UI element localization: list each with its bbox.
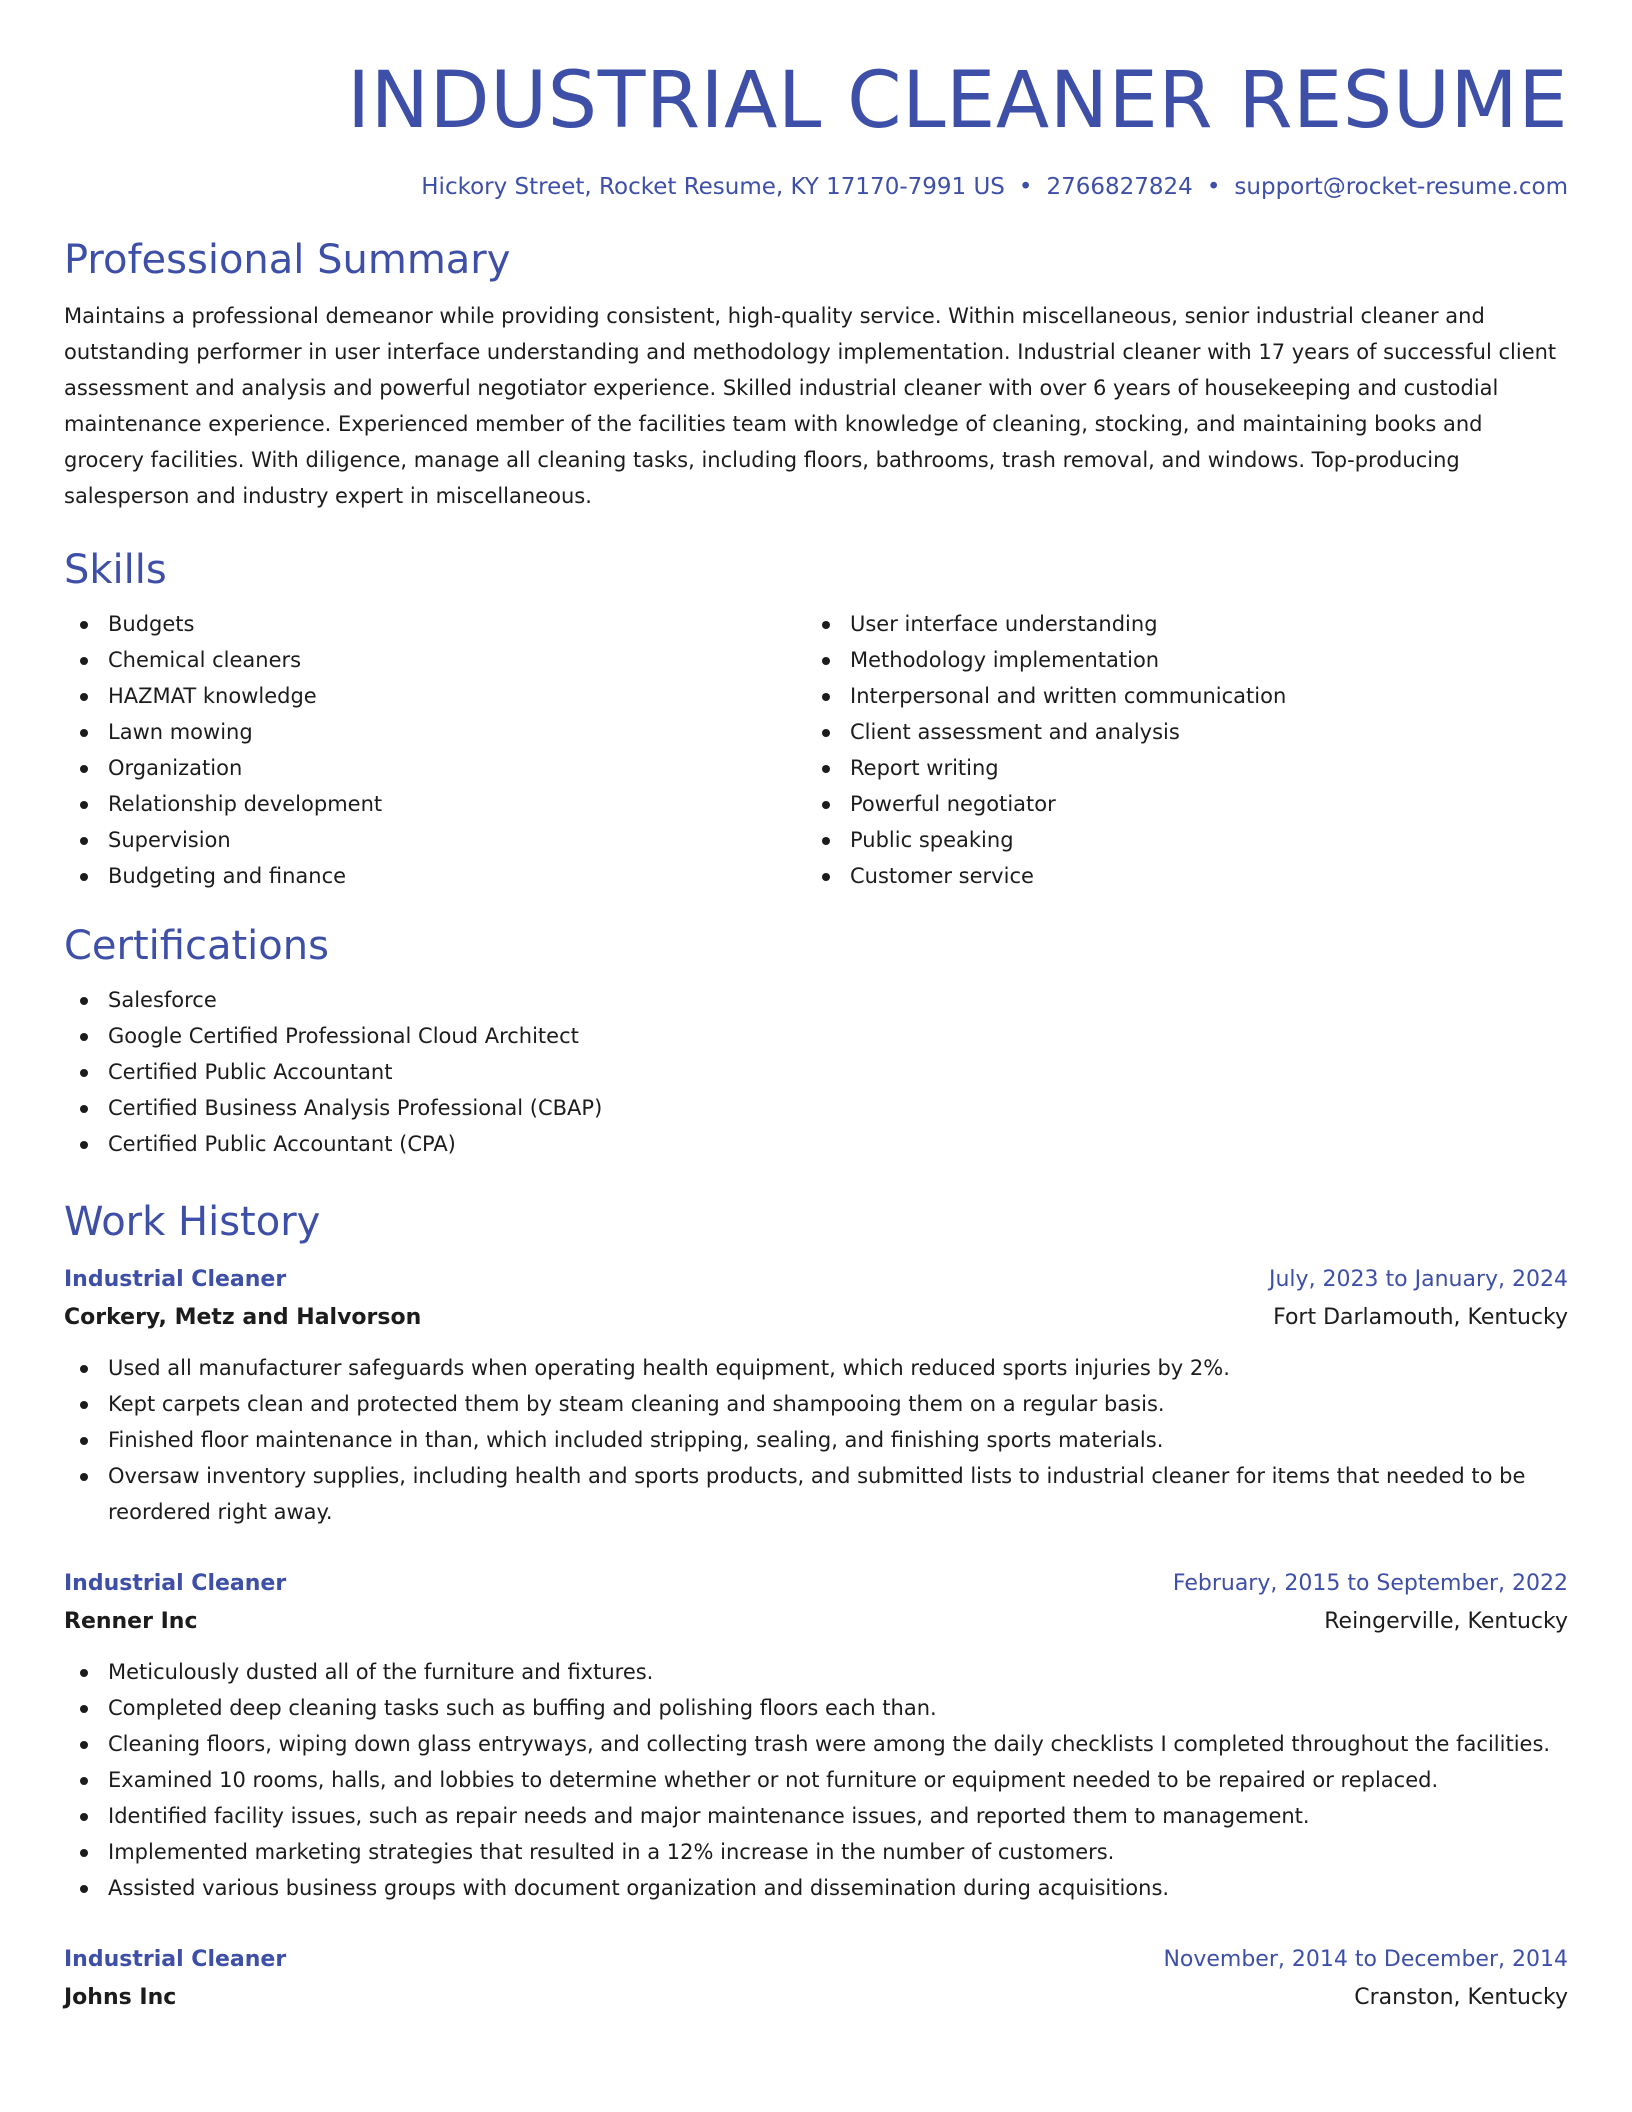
list-item-text: Examined 10 rooms, halls, and lobbies to determine whether or not furniture or equipment needed to be repaired or replaced. [108, 1768, 1439, 1792]
bullet-icon [80, 1033, 88, 1041]
list-item-text: Budgets [108, 612, 195, 636]
list-item [64, 1018, 1568, 1054]
list-item [64, 1690, 1568, 1726]
job-bullets [64, 1654, 1568, 1906]
skills-section [64, 544, 1568, 894]
contact-email: support@rocket-resume.com [1234, 174, 1568, 200]
bullet-icon [80, 1069, 88, 1077]
bullet-icon [80, 1141, 88, 1149]
job-dates: November, 2014 to December, 2014 [1163, 1947, 1568, 1972]
bullet-icon [80, 729, 88, 737]
list-item-text: Public speaking [850, 828, 1014, 852]
contact-separator: • [1206, 174, 1221, 200]
skills-list-left [64, 606, 806, 894]
list-item [806, 714, 1548, 750]
contact-line [64, 170, 1568, 204]
list-item-text: Used all manufacturer safeguards when operating health equipment, which reduced sports injuries by 2%. [108, 1356, 1230, 1380]
list-item-text: Relationship development [108, 792, 383, 816]
list-item [64, 1870, 1568, 1906]
list-item [806, 606, 1548, 642]
list-item-text: Certified Business Analysis Professional (CBAP) [108, 1096, 603, 1120]
list-item [806, 822, 1548, 858]
skills-grid [64, 606, 1568, 894]
bullet-icon [822, 621, 830, 629]
bullet-icon [80, 1705, 88, 1713]
list-item-text: Chemical cleaners [108, 648, 302, 672]
list-item [64, 1458, 1568, 1530]
list-item-text: Salesforce [108, 988, 217, 1012]
bullet-icon [80, 801, 88, 809]
list-item-text: Certified Public Accountant [108, 1060, 393, 1084]
list-item [64, 1834, 1568, 1870]
job-company: Renner Inc [64, 1609, 198, 1634]
job-dates: July, 2023 to January, 2024 [1269, 1267, 1568, 1292]
bullet-icon [822, 837, 830, 845]
job-title: Industrial Cleaner [64, 1267, 287, 1292]
job-company-row [64, 1602, 1568, 1642]
list-item-text: Certified Public Accountant (CPA) [108, 1132, 456, 1156]
summary-heading: Professional Summary [64, 237, 511, 283]
bullet-icon [822, 801, 830, 809]
contact-separator: • [1018, 174, 1033, 200]
list-item-text: Cleaning floors, wiping down glass entryways, and collecting trash were among the daily checklists I completed throughout the facilities. [108, 1732, 1551, 1756]
resume-title: INDUSTRIAL CLEANER RESUME [347, 56, 1568, 146]
list-item [64, 982, 1568, 1018]
bullet-icon [80, 1777, 88, 1785]
summary-section [64, 234, 1568, 514]
bullet-icon [80, 1473, 88, 1481]
list-item [806, 750, 1548, 786]
skills-list-right [806, 606, 1548, 894]
certifications-heading: Certifications [64, 923, 329, 969]
job-title-row [64, 1566, 1568, 1602]
job-location: Reingerville, Kentucky [1324, 1609, 1568, 1634]
job-title-row [64, 1262, 1568, 1298]
bullet-icon [822, 765, 830, 773]
list-item [64, 714, 806, 750]
bullet-icon [80, 873, 88, 881]
bullet-icon [80, 657, 88, 665]
list-item-text: Interpersonal and written communication [850, 684, 1287, 708]
list-item [64, 1798, 1568, 1834]
bullet-icon [80, 1741, 88, 1749]
list-item [806, 858, 1548, 894]
summary-text: Maintains a professional demeanor while providing consistent, high-quality service. Within miscellaneous, senior industrial cleaner and outstanding performer in user interface understanding and methodology implementation. Industrial cleaner with 17 years of successful client assessment and analysis and powerful negotiator experience. Skilled industrial cleaner with over 6 years of housekeeping and custodial maintenance experience. Experienced member of the facilities team with knowledge of cleaning, stocking, and maintaining books and grocery facilities. With diligence, manage all cleaning tasks, including floors, bathrooms, trash removal, and windows. Top-producing salesperson and industry expert in miscellaneous. [64, 304, 1557, 508]
list-item [64, 1386, 1568, 1422]
bullet-icon [80, 1849, 88, 1857]
list-item-text: Organization [108, 756, 243, 780]
list-item-text: Kept carpets clean and protected them by steam cleaning and shampooing them on a regular basis. [108, 1392, 1165, 1416]
contact-phone: 2766827824 [1046, 174, 1193, 200]
list-item [64, 858, 806, 894]
job-title: Industrial Cleaner [64, 1947, 287, 1972]
list-item-text: Budgeting and finance [108, 864, 347, 888]
list-item [64, 786, 806, 822]
list-item-text: User interface understanding [850, 612, 1158, 636]
job-entry [64, 1262, 1568, 1530]
job-company-row [64, 1978, 1568, 2018]
list-item-text: Implemented marketing strategies that resulted in a 12% increase in the number of customers. [108, 1840, 1115, 1864]
bullet-icon [822, 873, 830, 881]
job-entry [64, 1942, 1568, 2018]
bullet-icon [80, 837, 88, 845]
bullet-icon [822, 729, 830, 737]
resume-header [64, 0, 1568, 204]
bullet-icon [80, 693, 88, 701]
job-bullets [64, 1350, 1568, 1530]
bullet-icon [80, 765, 88, 773]
list-item-text: Powerful negotiator [850, 792, 1056, 816]
list-item [64, 678, 806, 714]
list-item [64, 642, 806, 678]
list-item-text: Oversaw inventory supplies, including health and sports products, and submitted lists to industrial cleaner for items that needed to be reordered right away. [108, 1464, 1526, 1524]
skills-column-left [64, 606, 806, 894]
bullet-icon [80, 1813, 88, 1821]
job-title-row [64, 1942, 1568, 1978]
bullet-icon [80, 1105, 88, 1113]
list-item-text: Meticulously dusted all of the furniture and fixtures. [108, 1660, 654, 1684]
list-item [64, 1726, 1568, 1762]
list-item [64, 1350, 1568, 1386]
list-item [64, 1054, 1568, 1090]
bullet-icon [80, 1669, 88, 1677]
list-item [64, 1126, 1568, 1162]
jobs-container [64, 1262, 1568, 2018]
list-item [64, 606, 806, 642]
list-item-text: Google Certified Professional Cloud Architect [108, 1024, 579, 1048]
list-item-text: Supervision [108, 828, 231, 852]
job-dates: February, 2015 to September, 2022 [1172, 1571, 1568, 1596]
list-item-text: HAZMAT knowledge [108, 684, 317, 708]
job-title: Industrial Cleaner [64, 1571, 287, 1596]
list-item-text: Lawn mowing [108, 720, 253, 744]
list-item-text: Identified facility issues, such as repair needs and major maintenance issues, and reported them to management. [108, 1804, 1310, 1828]
list-item-text: Client assessment and analysis [850, 720, 1180, 744]
bullet-icon [822, 693, 830, 701]
list-item [806, 786, 1548, 822]
work-history-heading: Work History [64, 1199, 321, 1245]
job-company: Corkery, Metz and Halvorson [64, 1305, 422, 1330]
job-location: Fort Darlamouth, Kentucky [1273, 1305, 1568, 1330]
certifications-list [64, 982, 1568, 1162]
list-item-text: Assisted various business groups with document organization and dissemination during acquisitions. [108, 1876, 1170, 1900]
list-item [64, 822, 806, 858]
list-item [64, 750, 806, 786]
job-location: Cranston, Kentucky [1354, 1985, 1568, 2010]
bullet-icon [80, 621, 88, 629]
certifications-section [64, 920, 1568, 1162]
contact-address: Hickory Street, Rocket Resume, KY 17170-7991 US [421, 174, 1005, 200]
list-item [806, 678, 1548, 714]
bullet-icon [80, 1885, 88, 1893]
list-item [64, 1762, 1568, 1798]
list-item-text: Report writing [850, 756, 999, 780]
list-item [64, 1090, 1568, 1126]
bullet-icon [80, 1401, 88, 1409]
list-item [806, 642, 1548, 678]
list-item-text: Finished floor maintenance in than, which included stripping, sealing, and finishing sports materials. [108, 1428, 1164, 1452]
work-history-section [64, 1196, 1568, 2018]
bullet-icon [80, 1437, 88, 1445]
list-item [64, 1422, 1568, 1458]
job-entry [64, 1566, 1568, 1906]
list-item-text: Methodology implementation [850, 648, 1160, 672]
list-item [64, 1654, 1568, 1690]
skills-column-right [806, 606, 1548, 894]
job-company-row [64, 1298, 1568, 1338]
list-item-text: Completed deep cleaning tasks such as buffing and polishing floors each than. [108, 1696, 937, 1720]
skills-heading: Skills [64, 547, 167, 593]
job-company: Johns Inc [64, 1985, 177, 2010]
bullet-icon [80, 997, 88, 1005]
bullet-icon [80, 1365, 88, 1373]
bullet-icon [822, 657, 830, 665]
list-item-text: Customer service [850, 864, 1034, 888]
